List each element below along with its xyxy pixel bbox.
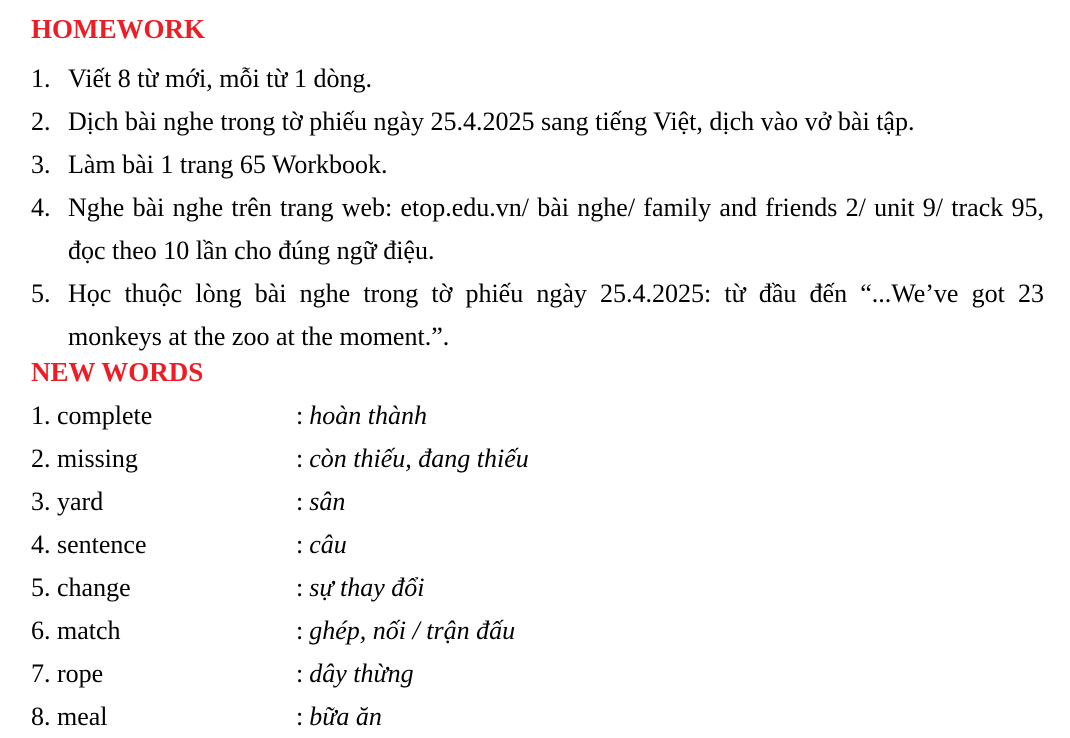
new-word-row <box>31 695 731 738</box>
separator-colon: : <box>296 444 304 473</box>
new-word-definition <box>296 480 345 523</box>
homework-item-text: Nghe bài nghe trên trang web: etop.edu.vn/ bài nghe/ family and friends 2/ unit 9/ track 95, đọc theo 10 lần cho đúng ngữ điệu. <box>68 193 1044 265</box>
separator-colon: : <box>296 530 304 559</box>
separator-colon: : <box>296 616 304 645</box>
new-word-meaning: dây thừng <box>309 659 414 688</box>
new-word-definition <box>296 523 347 566</box>
new-word-row <box>31 394 731 437</box>
new-word-definition <box>296 652 414 695</box>
new-word-meaning: hoàn thành <box>309 401 427 430</box>
homework-item-number: 2. <box>31 107 51 136</box>
homework-item-text: Làm bài 1 trang 65 Workbook. <box>68 150 388 179</box>
new-word-meaning: bữa ăn <box>309 702 382 731</box>
homework-item-number: 3. <box>31 150 51 179</box>
homework-item <box>31 186 1044 272</box>
new-word-definition <box>296 609 515 652</box>
homework-item <box>31 143 1044 186</box>
homework-item-text: Học thuộc lòng bài nghe trong tờ phiếu ngày 25.4.2025: từ đầu đến “...We’ve got 23 monkeys at the zoo at the moment.”. <box>68 279 1044 351</box>
new-word-definition <box>296 394 427 437</box>
homework-item-number: 1. <box>31 64 51 93</box>
homework-list <box>31 57 1044 358</box>
new-word-term: 6. match <box>31 616 121 645</box>
homework-heading: HOMEWORK <box>31 14 205 44</box>
new-word-meaning: sự thay đổi <box>309 573 425 602</box>
new-word-row <box>31 480 731 523</box>
separator-colon: : <box>296 401 304 430</box>
new-word-definition <box>296 566 425 609</box>
homework-item <box>31 57 1044 100</box>
homework-item <box>31 272 1044 358</box>
homework-item-number: 4. <box>31 193 51 222</box>
new-words-list <box>31 394 731 738</box>
separator-colon: : <box>296 659 304 688</box>
new-word-meaning: sân <box>309 487 346 516</box>
new-words-heading: NEW WORDS <box>31 357 204 387</box>
homework-item <box>31 100 1044 143</box>
new-word-term: 5. change <box>31 573 131 602</box>
homework-item-number: 5. <box>31 279 51 308</box>
new-word-term: 8. meal <box>31 702 108 731</box>
homework-item-text: Dịch bài nghe trong tờ phiếu ngày 25.4.2025 sang tiếng Việt, dịch vào vở bài tập. <box>68 107 915 136</box>
separator-colon: : <box>296 573 304 602</box>
new-word-meaning: ghép, nối / trận đấu <box>309 616 516 645</box>
new-word-term: 4. sentence <box>31 530 147 559</box>
new-word-meaning: câu <box>309 530 347 559</box>
new-word-term: 7. rope <box>31 659 104 688</box>
new-word-row <box>31 652 731 695</box>
separator-colon: : <box>296 702 304 731</box>
new-word-row <box>31 609 731 652</box>
new-word-definition <box>296 437 529 480</box>
new-word-term: 2. missing <box>31 444 138 473</box>
new-word-row <box>31 523 731 566</box>
separator-colon: : <box>296 487 304 516</box>
homework-item-text: Viết 8 từ mới, mỗi từ 1 dòng. <box>68 64 372 93</box>
new-word-meaning: còn thiếu, đang thiếu <box>309 444 529 473</box>
new-word-term: 3. yard <box>31 487 104 516</box>
new-word-term: 1. complete <box>31 401 153 430</box>
new-word-row <box>31 437 731 480</box>
new-word-definition <box>296 695 382 738</box>
new-word-row <box>31 566 731 609</box>
